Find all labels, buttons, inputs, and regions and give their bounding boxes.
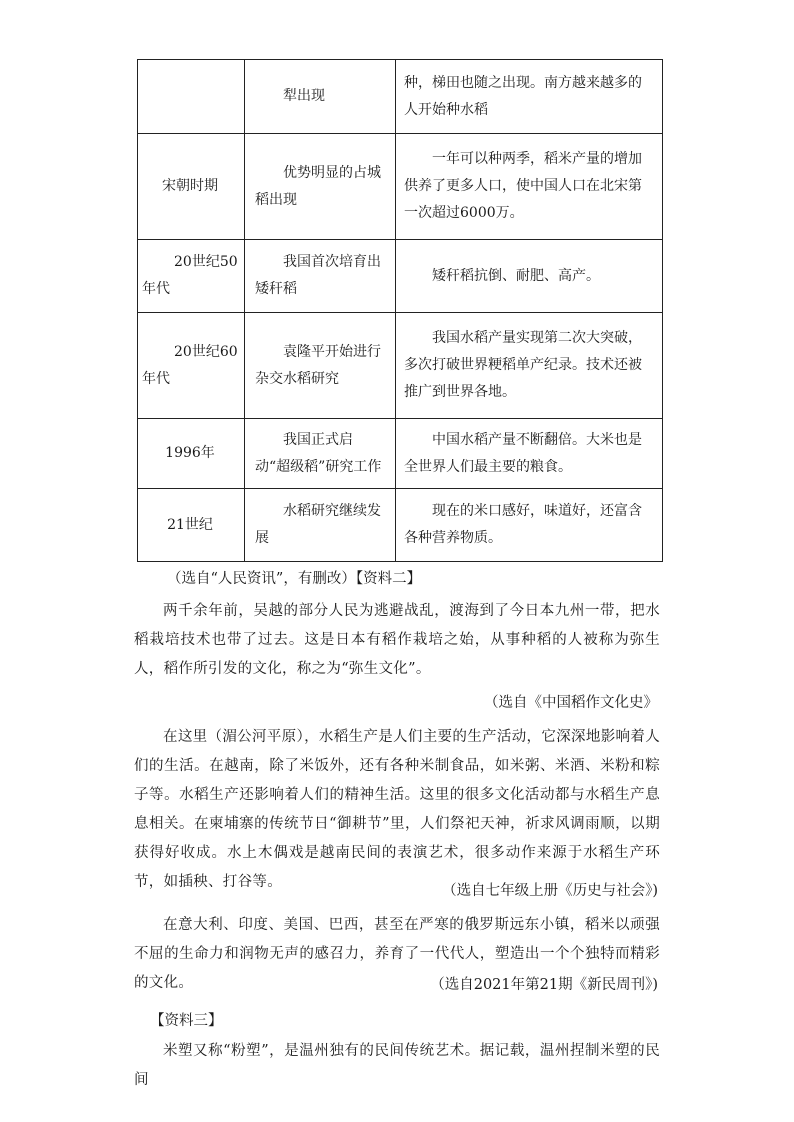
source-note-2: （选自《中国稻作文化史》 xyxy=(484,695,658,711)
period-cell: 1996年 xyxy=(138,419,245,489)
table-row xyxy=(138,60,663,134)
event-cell: 水稻研究继续发展 xyxy=(245,489,396,562)
table-row xyxy=(138,313,663,419)
event-cell: 我国首次培育出矮秆稻 xyxy=(245,240,396,313)
impact-cell: 矮秆稻抗倒、耐肥、高产。 xyxy=(396,240,663,313)
paragraph-1: 两千余年前，吴越的部分人民为逃避战乱，渡海到了今日本九州一带，把水稻栽培技术也带了过去。这是日本有稻作栽培之始，从事种稻的人被称为弥生人，稻作所引发的文化，称之为“弥生文化”。 xyxy=(134,603,660,677)
event-cell: 袁隆平开始进行杂交水稻研究 xyxy=(245,313,396,419)
period-cell: 21世纪 xyxy=(138,489,245,562)
period-cell: 20世纪60年代 xyxy=(138,313,245,419)
event-cell: 我国正式启动“超级稻”研究工作 xyxy=(245,419,396,489)
period-cell xyxy=(138,60,245,134)
table-row xyxy=(138,240,663,313)
rice-history-table xyxy=(137,59,663,562)
impact-cell: 种，梯田也随之出现。南方越来越多的人开始种水稻 xyxy=(396,60,663,134)
table-row xyxy=(138,489,663,562)
source-note-3: （选自七年级上册《历史与社会》) xyxy=(442,883,658,899)
impact-cell: 中国水稻产量不断翻倍。大米也是全世界人们最主要的粮食。 xyxy=(396,419,663,489)
paragraph-2: 在这里（湄公河平原），水稻生产是人们主要的生产活动，它深深地影响着人们的生活。在越南，除了米饭外，还有各种米制食品，如米粥、米酒、米粉和粽子等。水稻生产还影响着人们的精神生活。这里的很多文化活动都与水稻生产息息相关。在柬埔寨的传统节日“御耕节”里，人们祭祀天神，祈求风调雨顺，以期获得好收成。水上木偶戏是越南民间的表演艺术，很多动作来源于水稻生产环节，如插秧、打谷等。 xyxy=(134,729,660,890)
paragraph-4: 米塑又称“粉塑”，是温州独有的民间传统艺术。据记载，温州捏制米塑的民间 xyxy=(134,1043,660,1088)
paragraph-3: 在意大利、印度、美国、巴西，甚至在严寒的俄罗斯远东小镇，稻米以顽强不屈的生命力和润物无声的感召力，养育了一代代人，塑造出一个个独特而精彩的文化。 xyxy=(134,917,660,991)
source-note-1: （选自“人民资讯”，有删改）【资料二】 xyxy=(167,571,422,587)
period-cell: 20世纪50年代 xyxy=(138,240,245,313)
event-cell: 优势明显的占城稻出现 xyxy=(245,134,396,240)
section-heading: 【资料三】 xyxy=(150,1013,223,1029)
table-row xyxy=(138,419,663,489)
source-note-4: （选自2021年第21期《新民周刊》) xyxy=(430,977,658,993)
impact-cell: 一年可以种两季，稻米产量的增加供养了更多人口，使中国人口在北宋第一次超过6000万。 xyxy=(396,134,663,240)
impact-cell: 现在的米口感好，味道好，还富含各种营养物质。 xyxy=(396,489,663,562)
period-cell: 宋朝时期 xyxy=(138,134,245,240)
table-row xyxy=(138,134,663,240)
impact-cell: 我国水稻产量实现第二次大突破，多次打破世界粳稻单产纪录。技术还被推广到世界各地。 xyxy=(396,313,663,419)
event-cell: 犁出现 xyxy=(245,60,396,134)
